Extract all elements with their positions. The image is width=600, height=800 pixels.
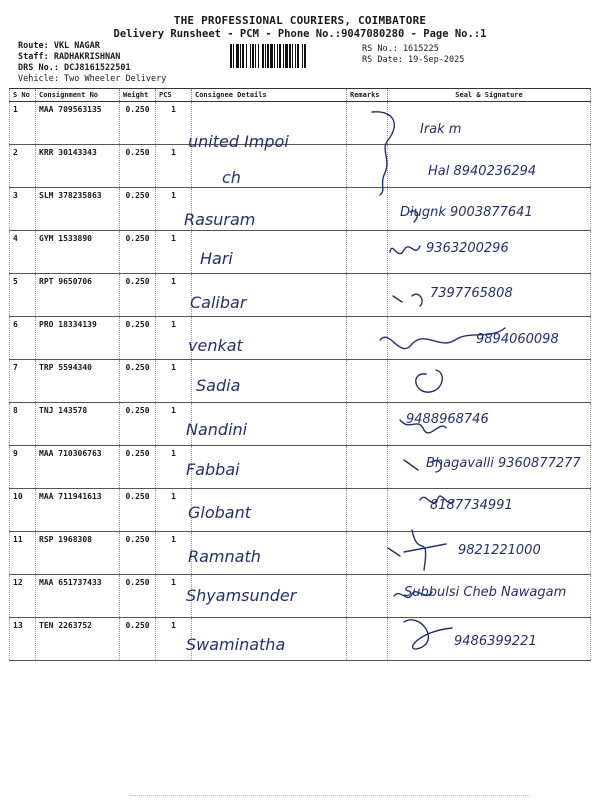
- col-weight: Weight: [120, 89, 156, 102]
- row-consignment-no: MAA 710306763: [36, 446, 120, 489]
- row-weight: 0.250: [120, 403, 156, 446]
- row-sno: 6: [10, 317, 36, 360]
- rs-date: RS Date: 19-Sep-2025: [362, 55, 465, 65]
- row-remarks-cell: [347, 532, 388, 575]
- row-pcs: 1: [156, 145, 192, 188]
- row-consignment-no: PRO 18334139: [36, 317, 120, 360]
- table-row: [10, 102, 591, 145]
- col-remarks: Remarks: [347, 89, 388, 102]
- row-weight: 0.250: [120, 446, 156, 489]
- barcode-bar: [233, 44, 234, 68]
- handwritten-consignee: Calibar: [190, 293, 247, 313]
- row-consignment-no: RPT 9650706: [36, 274, 120, 317]
- rs-number: RS No.: 1615225: [362, 44, 439, 54]
- row-pcs: 1: [156, 489, 192, 532]
- barcode-bar: [252, 44, 254, 68]
- row-remarks-cell: [347, 446, 388, 489]
- row-consignment-no: GYM 1533890: [36, 231, 120, 274]
- staff-label: Staff: RADHAKRISHNAN: [18, 52, 121, 62]
- row-signature-cell: [388, 360, 591, 403]
- row-weight: 0.250: [120, 317, 156, 360]
- table-row: [10, 360, 591, 403]
- handwritten-consignee: Fabbai: [186, 460, 240, 480]
- handwritten-signature: 9894060098: [476, 331, 559, 347]
- handwritten-consignee: Hari: [200, 248, 233, 268]
- row-pcs: 1: [156, 575, 192, 618]
- row-sno: 1: [10, 102, 36, 145]
- row-weight: 0.250: [120, 489, 156, 532]
- barcode-bar: [258, 44, 259, 68]
- col-pcs: PCS: [156, 89, 192, 102]
- row-consignment-no: MAA 651737433: [36, 575, 120, 618]
- row-pcs: 1: [156, 360, 192, 403]
- handwritten-signature: 9486399221: [454, 633, 537, 649]
- company-title: THE PROFESSIONAL COURIERS, COIMBATORE: [173, 14, 427, 27]
- row-consignment-no: SLM 378235863: [36, 188, 120, 231]
- barcode-bar: [270, 44, 273, 68]
- handwritten-signature: Irak m: [420, 122, 462, 137]
- row-consignment-no: TNJ 143578: [36, 403, 120, 446]
- col-consignment: Consignment No: [36, 89, 120, 102]
- row-pcs: 1: [156, 231, 192, 274]
- handwritten-consignee: Shyamsunder: [186, 586, 297, 606]
- table-row: [10, 403, 591, 446]
- row-consignment-no: KRR 30143343: [36, 145, 120, 188]
- barcode-bar: [240, 44, 241, 68]
- row-remarks-cell: [347, 231, 388, 274]
- row-sno: 7: [10, 360, 36, 403]
- drs-label: DRS No.: DCJ8161522501: [18, 63, 131, 73]
- barcode-bar: [255, 44, 256, 68]
- barcode-bar: [283, 44, 284, 68]
- handwritten-signature: 8187734991: [430, 497, 513, 513]
- barcode-bar: [304, 44, 306, 68]
- runsheet-subtitle: Delivery Runsheet - PCM - Phone No.:9047080280 - Page No.:1: [113, 28, 487, 40]
- handwritten-signature: Subbulsi Cheb Nawagam: [404, 585, 567, 601]
- barcode-bar: [297, 44, 299, 68]
- row-remarks-cell: [347, 618, 388, 661]
- row-remarks-cell: [347, 317, 388, 360]
- barcode-bar: [289, 44, 291, 68]
- handwritten-consignee: Rasuram: [184, 209, 256, 229]
- col-signature: Seal & Signature: [388, 89, 591, 102]
- row-pcs: 1: [156, 102, 192, 145]
- row-weight: 0.250: [120, 102, 156, 145]
- row-pcs: 1: [156, 317, 192, 360]
- row-consignment-no: TEN 2263752: [36, 618, 120, 661]
- barcode-bar: [262, 44, 264, 68]
- handwritten-consignee: Ramnath: [188, 547, 261, 566]
- table-header-row: [10, 89, 591, 102]
- barcode-bar: [277, 44, 278, 68]
- row-remarks-cell: [347, 188, 388, 231]
- barcode-bar: [230, 44, 232, 68]
- handwritten-signature: 9363200296: [426, 240, 509, 256]
- row-sno: 13: [10, 618, 36, 661]
- barcode-bar: [292, 44, 293, 68]
- row-sno: 3: [10, 188, 36, 231]
- handwritten-signature: 7397765808: [430, 286, 513, 302]
- handwritten-consignee: Swaminatha: [186, 634, 286, 654]
- row-weight: 0.250: [120, 145, 156, 188]
- barcode-bar: [274, 44, 275, 68]
- barcode: [230, 44, 360, 68]
- handwritten-consignee: Sadia: [196, 375, 241, 395]
- barcode-bar: [279, 44, 281, 68]
- barcode-bar: [246, 44, 247, 68]
- row-remarks-cell: [347, 575, 388, 618]
- row-sno: 8: [10, 403, 36, 446]
- footer-line: [130, 795, 530, 798]
- handwritten-signature: Hal 8940236294: [428, 164, 537, 180]
- row-signature-cell: [388, 102, 591, 145]
- row-weight: 0.250: [120, 532, 156, 575]
- row-consignment-no: RSP 1968308: [36, 532, 120, 575]
- row-pcs: 1: [156, 618, 192, 661]
- row-sno: 9: [10, 446, 36, 489]
- handwritten-consignee: united Impoi: [188, 132, 289, 151]
- col-sno: S No: [10, 89, 36, 102]
- row-sno: 5: [10, 274, 36, 317]
- barcode-bar: [285, 44, 288, 68]
- handwritten-signature: Bhagavalli 9360877277: [426, 456, 581, 472]
- row-consignment-no: MAA 709563135: [36, 102, 120, 145]
- row-weight: 0.250: [120, 231, 156, 274]
- row-pcs: 1: [156, 403, 192, 446]
- row-consignment-no: MAA 711941613: [36, 489, 120, 532]
- handwritten-consignee: venkat: [188, 335, 243, 355]
- row-weight: 0.250: [120, 575, 156, 618]
- vehicle-label: Vehicle: Two Wheeler Delivery: [18, 74, 167, 84]
- barcode-bar: [242, 44, 244, 68]
- row-sno: 12: [10, 575, 36, 618]
- row-sno: 11: [10, 532, 36, 575]
- row-pcs: 1: [156, 446, 192, 489]
- row-weight: 0.250: [120, 618, 156, 661]
- row-pcs: 1: [156, 188, 192, 231]
- handwritten-signature: 9821221000: [458, 543, 541, 558]
- row-weight: 0.250: [120, 188, 156, 231]
- route-label: Route: VKL NAGAR: [18, 41, 100, 51]
- row-remarks-cell: [347, 274, 388, 317]
- row-weight: 0.250: [120, 360, 156, 403]
- row-remarks-cell: [347, 360, 388, 403]
- row-consignment-no: TRP 5594340: [36, 360, 120, 403]
- barcode-bar: [267, 44, 269, 68]
- barcode-bar: [250, 44, 251, 68]
- barcode-bar: [236, 44, 239, 68]
- row-weight: 0.250: [120, 274, 156, 317]
- barcode-bar: [295, 44, 296, 68]
- row-remarks-cell: [347, 403, 388, 446]
- row-pcs: 1: [156, 532, 192, 575]
- row-remarks-cell: [347, 102, 388, 145]
- handwritten-consignee: Nandini: [186, 420, 248, 440]
- barcode-bar: [265, 44, 266, 68]
- row-sno: 4: [10, 231, 36, 274]
- row-remarks-cell: [347, 145, 388, 188]
- barcode-bar: [302, 44, 303, 68]
- handwritten-signature: 9488968746: [406, 412, 489, 428]
- handwritten-consignee: Globant: [188, 502, 252, 522]
- handwritten-signature: Diugnk 9003877641: [400, 204, 533, 220]
- row-sno: 10: [10, 489, 36, 532]
- row-remarks-cell: [347, 489, 388, 532]
- handwritten-consignee: ch: [222, 168, 241, 188]
- row-pcs: 1: [156, 274, 192, 317]
- col-consignee: Consignee Details: [192, 89, 347, 102]
- row-sno: 2: [10, 145, 36, 188]
